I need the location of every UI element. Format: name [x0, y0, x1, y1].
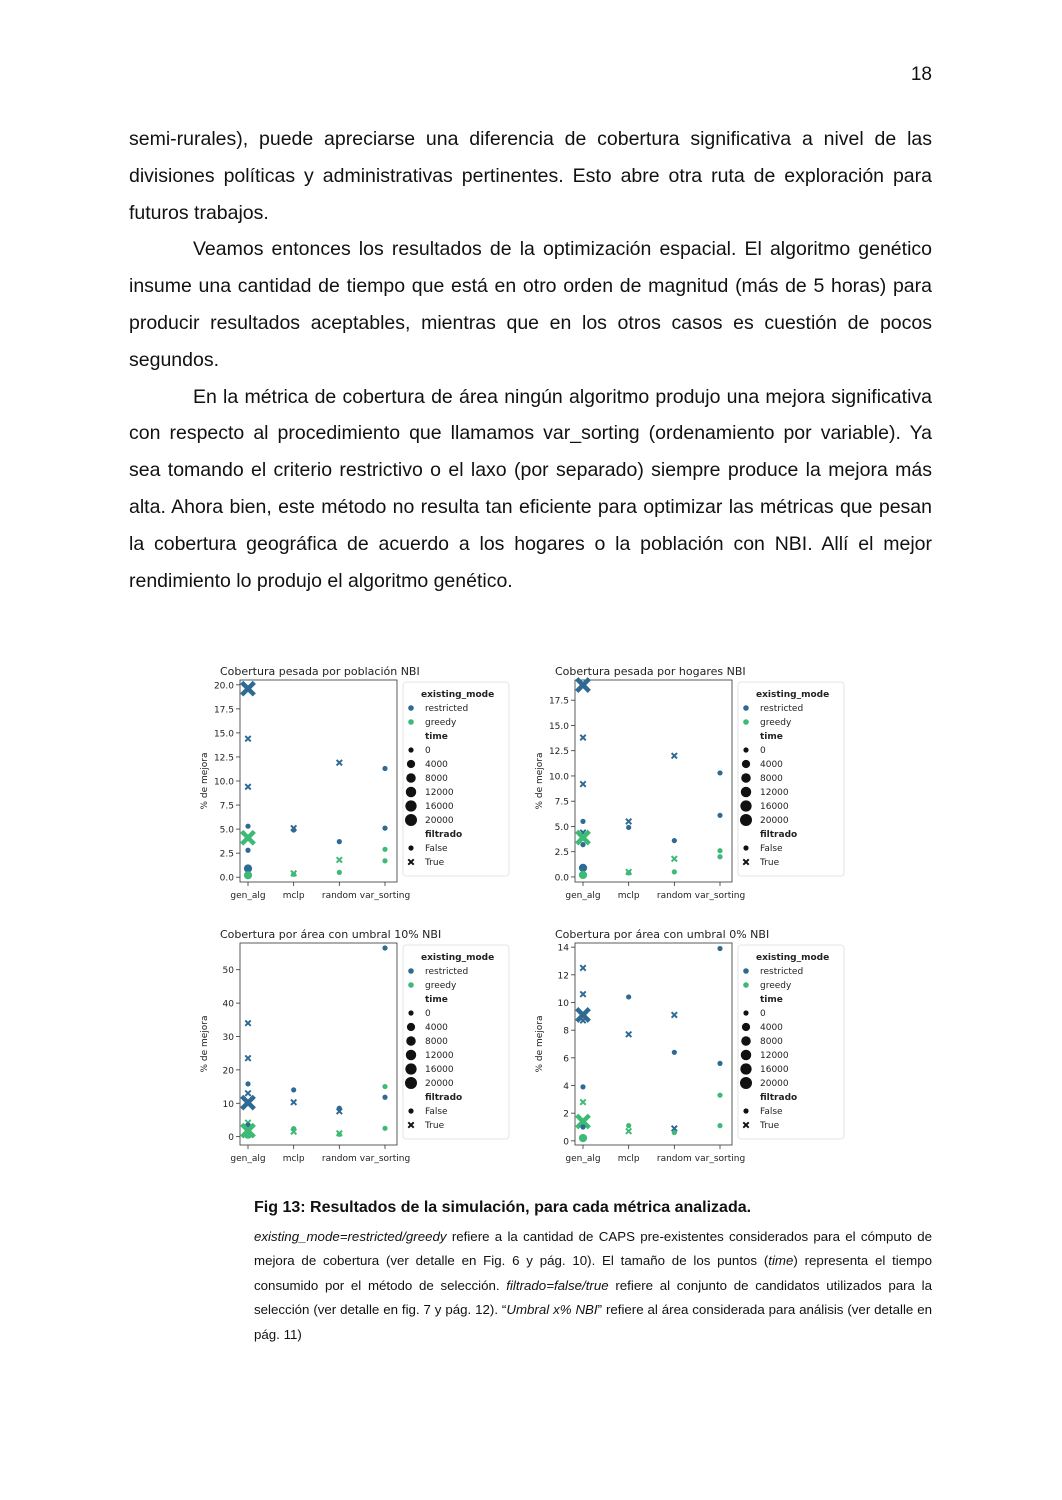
- caption-emph: time: [768, 1253, 794, 1269]
- legend-marker: [408, 982, 414, 988]
- y-tick-label: 0: [228, 1133, 234, 1144]
- y-tick-label: 7.5: [554, 797, 569, 808]
- legend-marker: [405, 1077, 417, 1089]
- data-point: [337, 857, 342, 862]
- data-point: [382, 945, 387, 950]
- legend-label: 8000: [760, 1037, 783, 1047]
- legend-title: time: [425, 732, 448, 742]
- y-tick-label: 0: [563, 1137, 569, 1148]
- data-point: [245, 1091, 250, 1096]
- y-tick-label: 4: [563, 1082, 569, 1093]
- legend-title: existing_mode: [756, 953, 830, 963]
- y-tick-label: 12.5: [548, 747, 569, 758]
- data-point: [245, 1081, 250, 1086]
- chart-title: Cobertura por área con umbral 10% NBI: [220, 928, 442, 941]
- data-point: [580, 781, 585, 786]
- legend-label: False: [760, 1107, 783, 1117]
- data-point: [337, 839, 342, 844]
- y-tick-label: 14: [557, 943, 569, 954]
- data-point: [580, 1099, 585, 1104]
- legend-label: 12000: [425, 788, 454, 798]
- data-point: [626, 1123, 631, 1128]
- legend-label: False: [425, 1107, 448, 1117]
- legend-label: 20000: [760, 1079, 789, 1089]
- y-tick-label: 2: [563, 1109, 569, 1120]
- legend-marker: [407, 1023, 415, 1031]
- data-point: [672, 869, 677, 874]
- legend-marker: [406, 1036, 416, 1046]
- legend-label: True: [425, 858, 445, 868]
- data-point: [672, 753, 677, 758]
- x-tick-label: var_sorting: [359, 891, 411, 901]
- x-tick-label: gen_alg: [565, 1154, 601, 1164]
- y-tick-label: 17.5: [213, 705, 234, 716]
- data-point: [672, 1012, 677, 1017]
- data-point: [382, 858, 387, 863]
- data-points: [242, 945, 388, 1138]
- legend-label: restricted: [425, 704, 469, 714]
- legend-label: restricted: [760, 967, 804, 977]
- y-tick-label: 12: [557, 971, 569, 982]
- y-tick-label: 2.5: [219, 849, 234, 860]
- chart-area-umbral-10: [195, 923, 555, 1183]
- y-tick-label: 5.0: [554, 822, 569, 833]
- y-tick-label: 0.0: [554, 873, 569, 884]
- legend-label: 4000: [760, 760, 783, 770]
- y-tick-label: 20.0: [213, 681, 234, 692]
- y-tick-label: 20: [222, 1066, 234, 1077]
- legend-marker: [740, 1063, 751, 1074]
- data-point: [382, 1095, 387, 1100]
- legend-label: 4000: [760, 1023, 783, 1033]
- legend-title: existing_mode: [421, 690, 495, 700]
- data-point: [382, 1126, 387, 1131]
- caption-text: refiere a la cantidad de CAPS pre-existentes considerados para el cómputo de mejora de cobertura (ver detalle en Fig. 6 y pág. 10). El tamaño de los puntos (: [254, 1229, 932, 1269]
- y-tick-label: 10.0: [213, 777, 234, 788]
- legend: [403, 682, 509, 876]
- y-axis-label: % de mejora: [200, 1015, 210, 1073]
- x-tick-label: mclp: [282, 891, 305, 901]
- x-tick-label: mclp: [617, 1154, 640, 1164]
- legend: [403, 945, 509, 1139]
- legend-marker: [743, 705, 749, 711]
- data-point: [579, 864, 587, 872]
- data-points: [242, 682, 388, 879]
- legend-title: filtrado: [425, 830, 463, 840]
- y-tick-label: 15.0: [213, 729, 234, 740]
- chart-svg: [195, 660, 555, 920]
- data-point: [245, 1055, 250, 1060]
- chart-title: Cobertura por área con umbral 0% NBI: [555, 928, 770, 941]
- paragraph: semi-rurales), puede apreciarse una diferencia de cobertura significativa a nivel de las divisiones políticas y administrativas pertinentes. Esto abre otra ruta de exploración para futuros trabajos.: [129, 128, 932, 224]
- y-tick-label: 7.5: [219, 801, 234, 812]
- chart-poblacion-nbi: [195, 660, 555, 920]
- legend-label: False: [425, 844, 448, 854]
- chart-area-umbral-0: [530, 923, 890, 1183]
- data-point: [382, 1084, 387, 1089]
- legend-marker: [742, 1023, 750, 1031]
- plot-frame: [575, 680, 732, 882]
- legend-title: filtrado: [760, 830, 798, 840]
- data-point: [579, 871, 587, 879]
- data-point: [717, 770, 722, 775]
- y-tick-label: 15.0: [548, 721, 569, 732]
- data-point: [580, 842, 585, 847]
- data-point: [672, 1050, 677, 1055]
- data-point: [337, 1132, 342, 1137]
- data-point: [672, 856, 677, 861]
- data-point: [717, 813, 722, 818]
- legend-label: greedy: [760, 981, 792, 991]
- y-tick-label: 40: [222, 999, 234, 1010]
- data-point: [580, 735, 585, 740]
- data-point: [626, 994, 631, 999]
- y-tick-label: 5.0: [219, 825, 234, 836]
- data-point: [244, 871, 252, 879]
- data-point: [382, 766, 387, 771]
- legend-marker: [408, 747, 413, 752]
- x-tick-label: var_sorting: [359, 1154, 411, 1164]
- y-tick-label: 2.5: [554, 848, 569, 859]
- x-tick-label: random: [321, 891, 357, 901]
- legend-label: True: [760, 858, 780, 868]
- data-point: [242, 831, 255, 844]
- legend: [738, 945, 844, 1139]
- body-text: [129, 121, 932, 599]
- legend-label: 20000: [425, 1079, 454, 1089]
- data-point: [242, 1096, 255, 1109]
- legend-marker: [743, 845, 748, 850]
- data-point: [717, 1123, 722, 1128]
- data-point: [291, 1100, 296, 1105]
- data-point: [245, 1020, 250, 1025]
- chart-title: Cobertura pesada por población NBI: [220, 665, 420, 678]
- y-tick-label: 30: [222, 1032, 234, 1043]
- x-tick-label: var_sorting: [694, 891, 746, 901]
- data-point: [580, 819, 585, 824]
- data-point: [672, 1130, 677, 1135]
- data-point: [717, 848, 722, 853]
- x-tick-label: random: [321, 1154, 357, 1164]
- legend-marker: [741, 787, 751, 797]
- legend-marker: [406, 1050, 416, 1060]
- y-tick-label: 17.5: [548, 696, 569, 707]
- legend-marker: [407, 760, 415, 768]
- legend: [738, 682, 844, 876]
- data-point: [717, 854, 722, 859]
- legend-title: existing_mode: [421, 953, 495, 963]
- x-tick-label: var_sorting: [694, 1154, 746, 1164]
- plot-frame: [575, 943, 732, 1145]
- legend-marker: [406, 787, 416, 797]
- legend-label: True: [760, 1121, 780, 1131]
- legend-title: time: [425, 995, 448, 1005]
- data-point: [717, 946, 722, 951]
- legend-label: 0: [425, 1009, 431, 1019]
- y-tick-label: 0.0: [219, 873, 234, 884]
- legend-title: time: [760, 995, 783, 1005]
- legend-label: True: [425, 1121, 445, 1131]
- legend-marker: [740, 800, 751, 811]
- legend-marker: [408, 1108, 413, 1113]
- legend-marker: [743, 982, 749, 988]
- data-point: [626, 819, 631, 824]
- legend-label: restricted: [425, 967, 469, 977]
- y-tick-label: 50: [222, 966, 234, 977]
- data-point: [291, 872, 296, 877]
- legend-label: 0: [760, 746, 766, 756]
- legend-marker: [408, 719, 414, 725]
- legend-marker: [408, 705, 414, 711]
- plot-frame: [240, 943, 397, 1145]
- chart-svg: [530, 660, 890, 920]
- chart-hogares-nbi: [530, 660, 890, 920]
- legend-label: 8000: [425, 774, 448, 784]
- data-point: [626, 870, 631, 875]
- caption-emph: filtrado=false/true: [506, 1277, 609, 1293]
- legend-marker: [743, 719, 749, 725]
- legend-label: 12000: [425, 1051, 454, 1061]
- data-point: [337, 760, 342, 765]
- paragraph: Veamos entonces los resultados de la optimización espacial. El algoritmo genético insume una cantidad de tiempo que está en otro orden de magnitud (más de 5 horas) para producir resultados aceptables, mientras que en los otros casos es cuestión de pocos segundos.: [129, 238, 932, 371]
- data-point: [580, 991, 585, 996]
- data-point: [291, 827, 296, 832]
- legend-label: 12000: [760, 788, 789, 798]
- chart-svg: [195, 923, 555, 1183]
- data-point: [579, 1134, 587, 1142]
- legend-label: 12000: [760, 1051, 789, 1061]
- data-point: [626, 1032, 631, 1037]
- legend-marker: [406, 773, 416, 783]
- data-point: [245, 784, 250, 789]
- data-point: [580, 1084, 585, 1089]
- legend-label: restricted: [760, 704, 804, 714]
- legend-label: 0: [760, 1009, 766, 1019]
- legend-label: 16000: [760, 802, 789, 812]
- legend-marker: [743, 1010, 748, 1015]
- caption-emph: existing_mode=restricted/greedy: [254, 1229, 447, 1244]
- data-point: [382, 826, 387, 831]
- data-points: [577, 679, 723, 879]
- legend-title: filtrado: [760, 1093, 798, 1103]
- legend-label: 8000: [760, 774, 783, 784]
- legend-marker: [740, 814, 752, 826]
- legend-marker: [741, 773, 751, 783]
- legend-label: greedy: [425, 981, 457, 991]
- legend-marker: [405, 1063, 416, 1074]
- y-axis-label: % de mejora: [535, 1015, 545, 1073]
- legend-label: greedy: [425, 718, 457, 728]
- caption-emph: Umbral x% NBI: [506, 1302, 598, 1318]
- data-point: [577, 679, 590, 692]
- legend-label: greedy: [760, 718, 792, 728]
- legend-marker: [741, 1036, 751, 1046]
- x-tick-label: mclp: [617, 891, 640, 901]
- legend-label: 20000: [425, 816, 454, 826]
- data-point: [242, 682, 255, 695]
- x-tick-label: gen_alg: [565, 891, 601, 901]
- x-tick-label: random: [656, 891, 692, 901]
- y-tick-label: 12.5: [213, 753, 234, 764]
- legend-label: False: [760, 844, 783, 854]
- data-point: [580, 1018, 585, 1023]
- y-tick-label: 10.0: [548, 772, 569, 783]
- chart-title: Cobertura pesada por hogares NBI: [555, 665, 746, 678]
- legend-label: 16000: [425, 1065, 454, 1075]
- data-point: [626, 825, 631, 830]
- legend-label: 16000: [760, 1065, 789, 1075]
- data-point: [626, 1128, 631, 1133]
- data-point: [245, 848, 250, 853]
- data-point: [580, 1124, 585, 1129]
- caption-text: ” refiere al área considerada para análisis (ver detalle en pág. 11): [254, 1302, 933, 1342]
- page-number: 18: [910, 64, 932, 85]
- legend-marker: [740, 1077, 752, 1089]
- y-axis-label: % de mejora: [535, 752, 545, 810]
- y-tick-label: 10: [222, 1099, 234, 1110]
- x-tick-label: gen_alg: [230, 1154, 266, 1164]
- x-tick-label: mclp: [282, 1154, 305, 1164]
- data-point: [291, 1087, 296, 1092]
- y-tick-label: 10: [557, 998, 569, 1009]
- caption-title: Fig 13: Resultados de la simulación, para cada métrica analizada.: [254, 1199, 752, 1216]
- data-point: [337, 870, 342, 875]
- legend-marker: [408, 1010, 413, 1015]
- data-point: [717, 1093, 722, 1098]
- legend-label: 20000: [760, 816, 789, 826]
- y-tick-label: 6: [563, 1054, 569, 1065]
- data-point: [245, 736, 250, 741]
- x-tick-label: gen_alg: [230, 891, 266, 901]
- caption-text: ) representa el tiempo consumido por el método de selección.: [254, 1253, 933, 1293]
- chart-svg: [530, 923, 890, 1183]
- data-points: [577, 946, 723, 1142]
- legend-label: 0: [425, 746, 431, 756]
- data-point: [717, 1061, 722, 1066]
- legend-marker: [741, 1050, 751, 1060]
- legend-marker: [405, 814, 417, 826]
- legend-marker: [743, 968, 749, 974]
- legend-title: filtrado: [425, 1093, 463, 1103]
- legend-marker: [742, 760, 750, 768]
- data-point: [672, 838, 677, 843]
- caption-body: [254, 1225, 932, 1347]
- plot-frame: [240, 680, 397, 882]
- legend-label: 16000: [425, 802, 454, 812]
- legend-title: time: [760, 732, 783, 742]
- data-point: [382, 847, 387, 852]
- data-point: [580, 965, 585, 970]
- legend-label: 8000: [425, 1037, 448, 1047]
- y-axis-label: % de mejora: [200, 752, 210, 810]
- legend-marker: [408, 968, 414, 974]
- legend-marker: [408, 845, 413, 850]
- data-point: [244, 1131, 252, 1139]
- paragraph: En la métrica de cobertura de área ningún algoritmo produjo una mejora significativa con respecto al procedimiento que llamamos var_sorting (ordenamiento por variable). Ya sea tomando el criterio restrictivo o el laxo (por separado) siempre produce la mejora más alta. Ahora bien, este método no resulta tan eficiente para optimizar las métricas que pesan la cobertura geográfica de acuerdo a los hogares o la población con NBI. Allí el mejor rendimiento lo produjo el algoritmo genético.: [129, 385, 932, 592]
- legend-title: existing_mode: [756, 690, 830, 700]
- data-point: [245, 824, 250, 829]
- legend-marker: [743, 747, 748, 752]
- caption-text: refiere al conjunto de candidatos utilizados para la selección (ver detalle en fig. 7 y pág. 12). “: [254, 1277, 932, 1318]
- legend-marker: [743, 1108, 748, 1113]
- legend-label: 4000: [425, 760, 448, 770]
- legend-marker: [405, 800, 416, 811]
- y-tick-label: 8: [563, 1026, 569, 1037]
- x-tick-label: random: [656, 1154, 692, 1164]
- legend-label: 4000: [425, 1023, 448, 1033]
- figure-caption: [254, 1199, 932, 1347]
